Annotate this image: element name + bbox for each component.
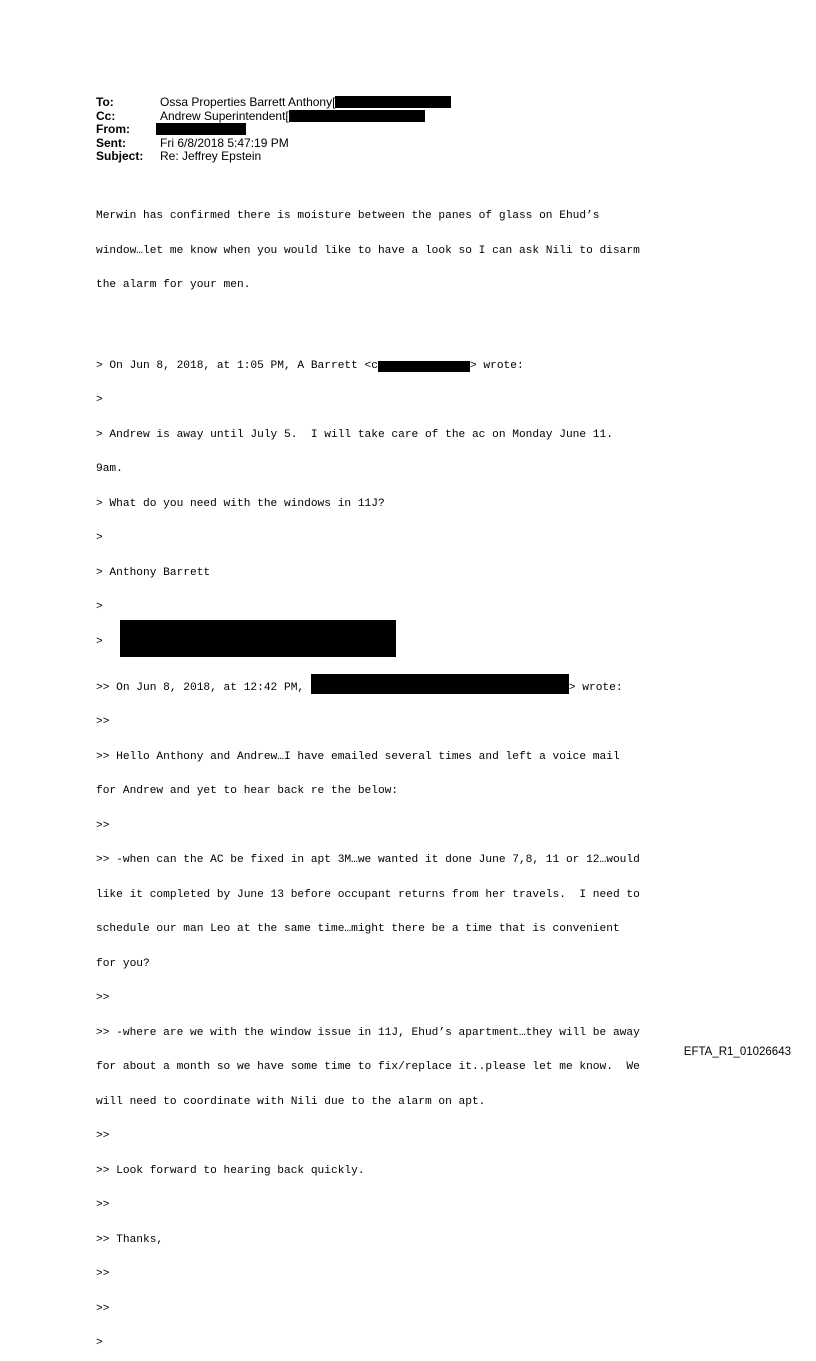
quote-line: > What do you need with the windows in 11J?	[96, 497, 385, 510]
body-line: Merwin has confirmed there is moisture between the panes of glass on Ehud’s	[96, 210, 600, 222]
spacer	[96, 315, 640, 327]
subject-row	[96, 150, 451, 164]
from-row	[96, 123, 451, 137]
quote-line: >> -when can the AC be fixed in apt 3M…we wanted it done June 7,8, 11 or 12…would	[96, 854, 640, 866]
quote-line: >> Look forward to hearing back quickly.	[96, 1164, 365, 1177]
quote-line: >>	[96, 1199, 110, 1211]
cc-label: Cc:	[96, 108, 116, 123]
quote-line: >> -where are we with the window issue in 11J, Ehud’s apartment…they will be away	[96, 1026, 640, 1039]
quote-line: > Anthony Barrett	[96, 566, 211, 579]
quote1-header: > On Jun 8, 2018, at 1:05 PM, A Barrett <c > wrote:	[96, 359, 524, 372]
quote-line: >>	[96, 1130, 110, 1142]
sent-label: Sent:	[96, 135, 126, 150]
quote-line: for Andrew and yet to hear back re the below:	[96, 785, 399, 797]
quote-line: >	[96, 1337, 110, 1349]
quote-line: >>	[96, 992, 110, 1004]
cc-row	[96, 110, 451, 124]
document-id: EFTA_R1_01026643	[683, 1046, 791, 1058]
quote-line: >	[96, 532, 103, 544]
quote2-header: >> On Jun 8, 2018, at 12:42 PM, > wrote:	[96, 683, 640, 695]
body-line: window…let me know when you would like to have a look so I can ask Nili to disarm	[96, 244, 640, 257]
quote-line: >>	[96, 1268, 117, 1280]
email-header	[96, 96, 451, 164]
redaction-bar	[289, 110, 425, 122]
quote-line: >	[96, 394, 103, 406]
signature-redaction	[120, 620, 396, 657]
from-value	[160, 123, 246, 137]
email-body	[96, 188, 640, 1361]
quote-line: for you?	[96, 957, 150, 970]
cc-value: Andrew Superintendent[	[160, 110, 425, 124]
quote-line: >	[96, 601, 103, 613]
quote-line: >>	[96, 819, 110, 832]
to-label: To:	[96, 95, 114, 109]
quote-line: 9am.	[96, 463, 123, 475]
quote-line: >>	[96, 1302, 117, 1315]
redaction-bar	[311, 674, 569, 694]
quote-line: schedule our man Leo at the same time…might there be a time that is convenient	[96, 923, 620, 935]
quote-line: like it completed by June 13 before occupant returns from her travels. I need to	[96, 888, 640, 901]
quote-line: will need to coordinate with Nili due to the alarm on apt.	[96, 1095, 486, 1108]
quote-line: for about a month so we have some time to fix/replace it..please let me know. We	[96, 1061, 640, 1073]
to-row	[96, 96, 451, 110]
redaction-bar	[156, 123, 246, 135]
quote-line: > Andrew is away until July 5. I will take care of the ac on Monday June 11.	[96, 428, 613, 441]
body-line: the alarm for your men.	[96, 279, 251, 291]
quote-line: >> Hello Anthony and Andrew…I have emailed several times and left a voice mail	[96, 750, 620, 763]
from-label: From:	[96, 122, 130, 136]
quote-line: >	[96, 635, 103, 648]
subject-value: Re: Jeffrey Epstein	[160, 149, 262, 163]
subject-label: Subject:	[96, 149, 144, 163]
redaction-bar	[378, 361, 470, 372]
to-value: Ossa Properties Barrett Anthony[	[160, 96, 451, 110]
quote-line: >>	[96, 716, 110, 728]
sent-row	[96, 137, 451, 151]
sent-value: Fri 6/8/2018 5:47:19 PM	[160, 135, 289, 150]
quote-line: >> Thanks,	[96, 1233, 164, 1246]
redaction-bar	[335, 96, 451, 108]
